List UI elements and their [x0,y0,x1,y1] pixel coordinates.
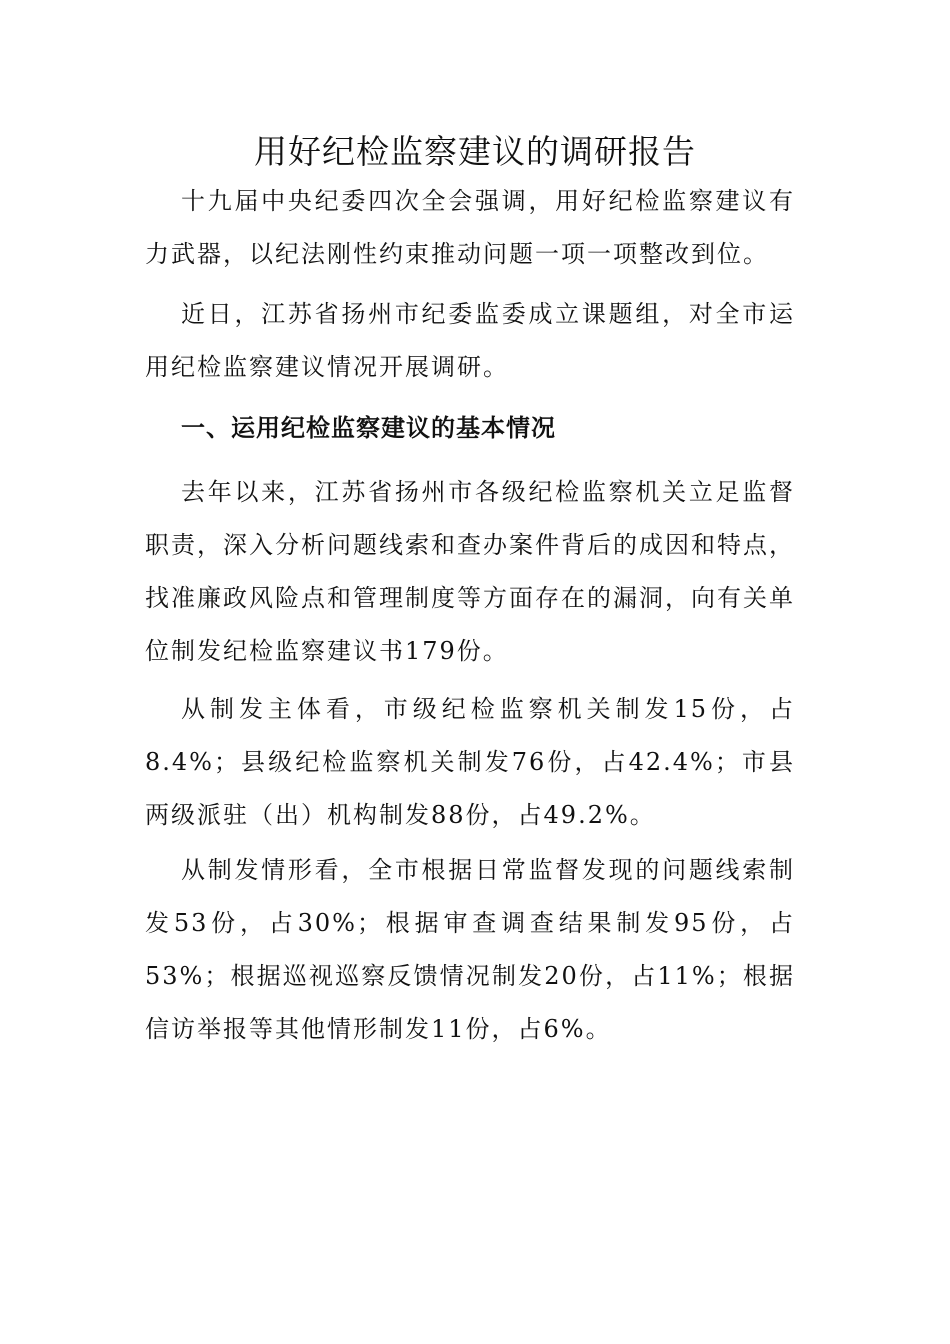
page-title: 用好纪检监察建议的调研报告 [254,132,696,171]
background-paragraph: 近日，江苏省扬州市纪委监委成立课题组，对全市运用纪检监察建议情况开展调研。 [145,300,795,381]
overview-paragraph: 去年以来，江苏省扬州市各级纪检监察机关立足监督职责，深入分析问题线索和查办案件背后的成因和特点，找准廉政风险点和管理制度等方面存在的漏洞，向有关单位制发纪检监察建议书179份。 [145,478,795,665]
intro-paragraph: 十九届中央纪委四次全会强调，用好纪检监察建议有力武器，以纪法刚性约束推动问题一项一项整改到位。 [145,187,795,268]
section-heading: 一、运用纪检监察建议的基本情况 [181,414,556,442]
issuer-breakdown-paragraph: 从制发主体看，市级纪检监察机关制发15份，占8.4%；县级纪检监察机关制发76份，占42.4%；市县两级派驻（出）机构制发88份，占49.2%。 [145,695,795,829]
situation-breakdown-paragraph: 从制发情形看，全市根据日常监督发现的问题线索制发53份，占30%；根据审查调查结果制发95份，占53%；根据巡视巡察反馈情况制发20份，占11%；根据信访举报等其他情形制发11份，占6%。 [145,856,795,1043]
